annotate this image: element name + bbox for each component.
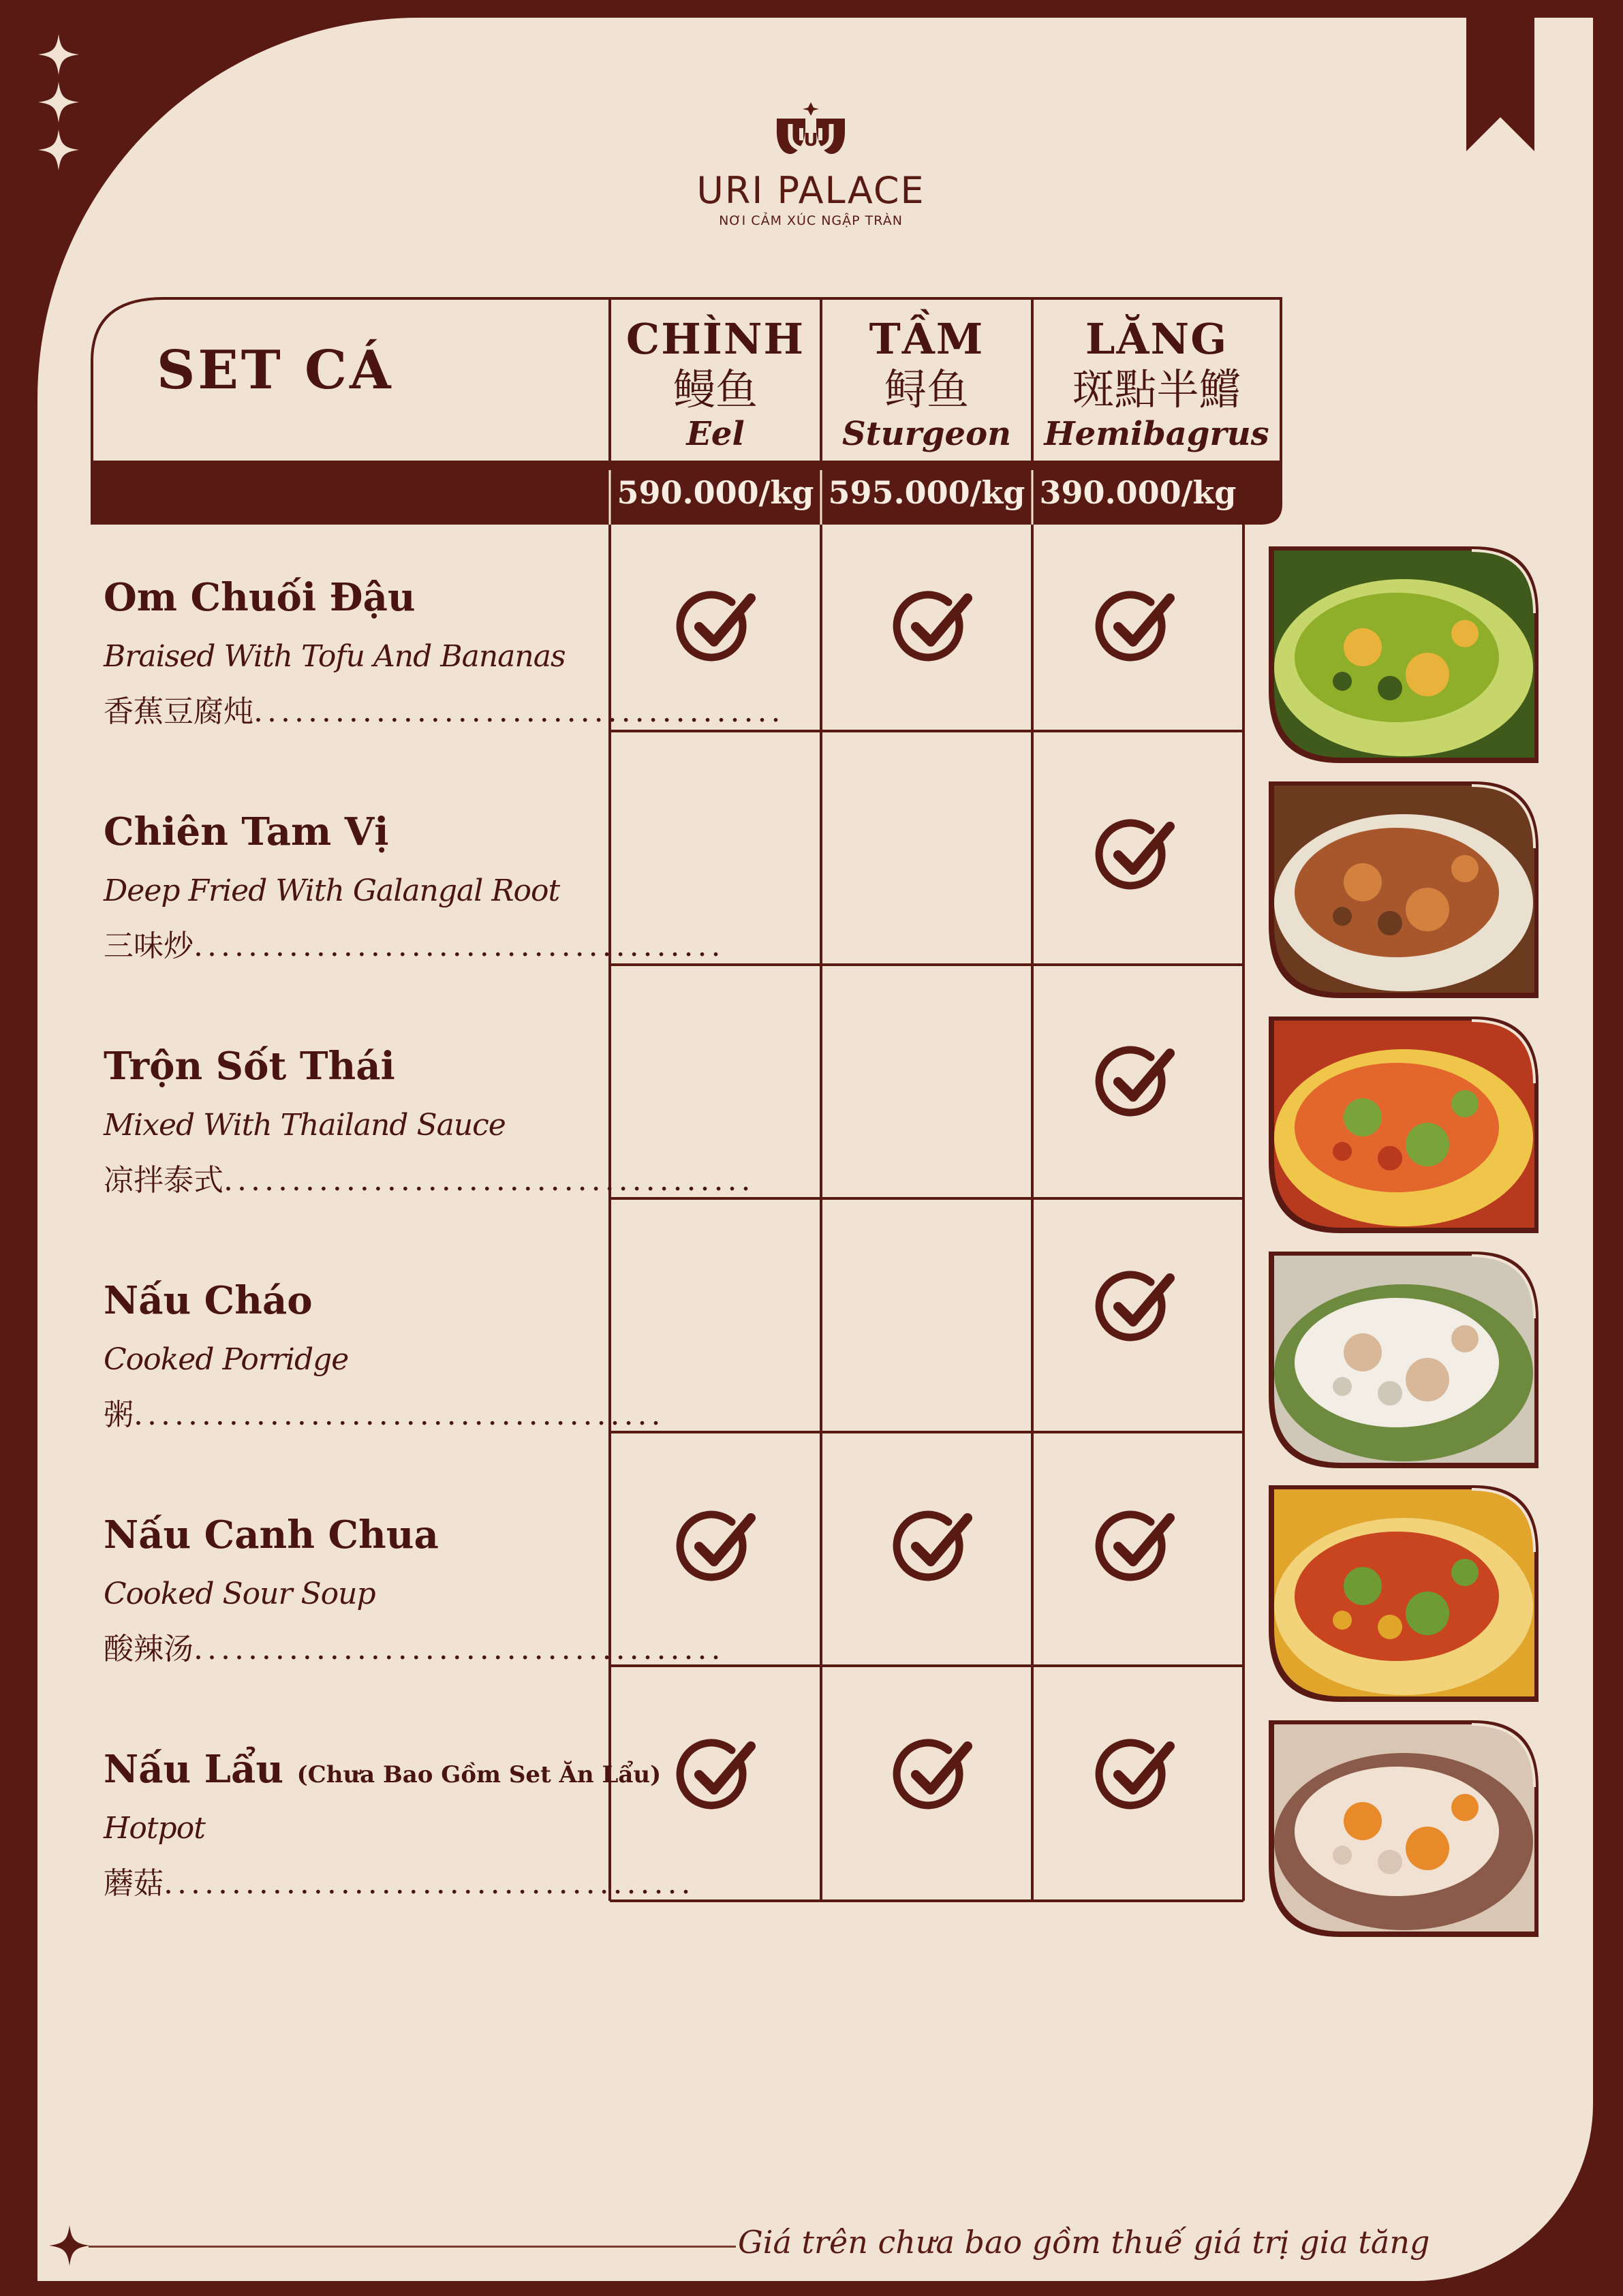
dot-leader: ....................................... [134, 1397, 665, 1432]
dish-name-vn: Chiên Tam Vị [104, 809, 389, 854]
dish-name-zh: 凉拌泰式 [104, 1163, 223, 1198]
price-eel: 590.000/kg [617, 474, 814, 511]
dot-leader: ....................................... [194, 1632, 725, 1666]
sparkle-icon [49, 2225, 90, 2266]
braised-fish-tofu-banana-photo [1267, 545, 1540, 769]
thai-sauce-fish-salad-photo [1267, 1015, 1540, 1239]
dot-leader: ....................................... [223, 1163, 755, 1198]
dish-row [104, 1511, 725, 1669]
dish-name-en: Deep Fried With Galangal Root [104, 873, 560, 908]
check-icon [1095, 1506, 1177, 1587]
column-name-zh: 鲟鱼 [884, 364, 969, 414]
column-name-vn: TẦM [869, 314, 985, 364]
dish-name-en: Braised With Tofu And Bananas [104, 639, 566, 674]
sour-soup-photo [1267, 1484, 1540, 1707]
dish-name-en: Cooked Sour Soup [104, 1577, 375, 1611]
dish-name-zh: 蘑菇 [104, 1866, 164, 1901]
dish-name-zh: 酸辣汤 [104, 1632, 194, 1666]
logo-monogram: U [803, 130, 818, 151]
column-header-sturgeon [821, 313, 1032, 454]
dish-name-en: Cooked Porridge [104, 1342, 349, 1377]
price-sturgeon: 595.000/kg [828, 474, 1025, 511]
dish-name-vn: Om Chuối Đậu [104, 575, 416, 620]
page-number: 29 [1539, 2227, 1575, 2260]
check-icon [893, 1506, 974, 1587]
column-header-hemibagrus [1032, 313, 1281, 454]
column-name-en: Eel [686, 415, 745, 453]
dot-leader: ....................................... [194, 929, 725, 963]
footer-divider [89, 2246, 736, 2248]
dish-name-vn: Trộn Sốt Thái [104, 1044, 395, 1089]
deep-fried-fish-photo [1267, 780, 1540, 1004]
fish-porridge-photo [1267, 1250, 1540, 1474]
check-icon [1095, 1041, 1177, 1123]
check-icon [1095, 1266, 1177, 1348]
brand-name: URI PALACE [696, 169, 925, 212]
dish-name-vn: Nấu Cháo [104, 1278, 313, 1323]
dish-name-en: Mixed With Thailand Sauce [104, 1108, 506, 1143]
price-hemibagrus: 390.000/kg [1039, 474, 1237, 511]
column-name-vn: CHÌNH [625, 314, 805, 364]
column-header-eel [610, 313, 821, 454]
dish-row [104, 808, 725, 966]
dish-note: (Chưa Bao Gồm Set Ăn Lẩu) [296, 1761, 662, 1788]
dish-name-vn: Nấu Lẩu [104, 1747, 284, 1792]
dot-leader: ....................................... [253, 694, 785, 729]
column-name-zh: 鳗鱼 [673, 364, 758, 414]
dish-row [104, 574, 785, 732]
menu-title: SET CÁ [157, 339, 394, 401]
check-icon [1095, 586, 1177, 668]
dish-name-vn: Nấu Canh Chua [104, 1512, 439, 1557]
check-icon [893, 586, 974, 668]
check-icon [893, 1734, 974, 1816]
brand-tagline: NƠI CẢM XÚC NGẬP TRÀN [719, 213, 903, 228]
column-name-vn: LĂNG [1085, 314, 1228, 364]
check-icon [1095, 814, 1177, 896]
dish-name-zh: 三味炒 [104, 929, 194, 963]
dish-row [104, 1746, 695, 1904]
dish-row [104, 1042, 755, 1200]
column-name-en: Hemibagrus [1044, 415, 1269, 453]
column-name-en: Sturgeon [841, 415, 1012, 453]
dish-name-en: Hotpot [104, 1811, 205, 1846]
check-icon [676, 1506, 758, 1587]
fish-hotpot-photo [1267, 1719, 1540, 1942]
check-icon [676, 1734, 758, 1816]
dot-leader: ....................................... [164, 1866, 695, 1901]
column-name-zh: 斑點半鱨 [1072, 364, 1241, 414]
check-icon [1095, 1734, 1177, 1816]
dish-row [104, 1277, 665, 1435]
check-icon [676, 586, 758, 668]
vat-note: Giá trên chưa bao gồm thuế giá trị gia tăng [738, 2224, 1430, 2261]
dish-name-zh: 粥 [104, 1397, 134, 1432]
dish-name-zh: 香蕉豆腐炖 [104, 694, 253, 729]
